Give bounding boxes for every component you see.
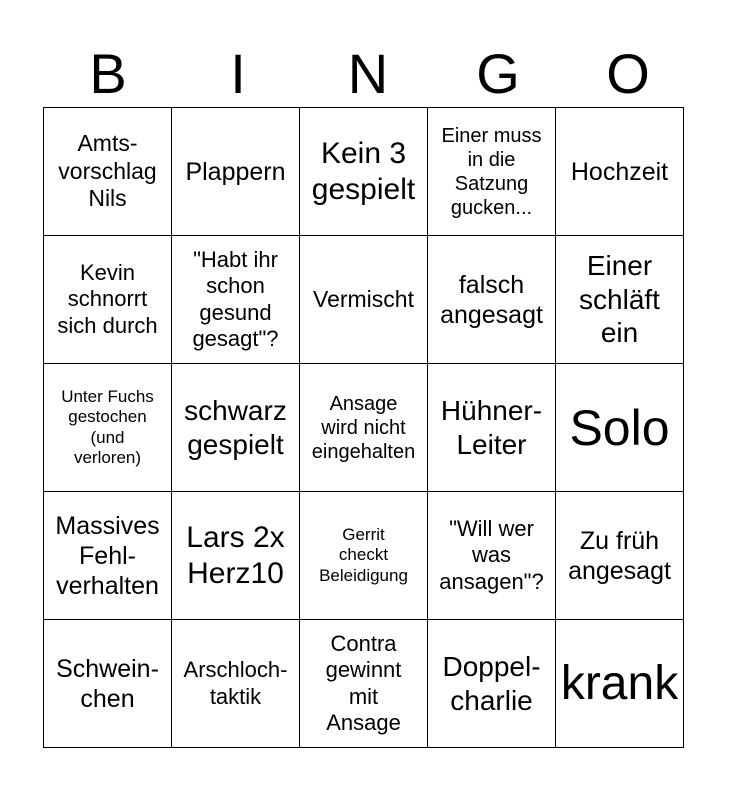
bingo-cell[interactable] (556, 236, 684, 364)
bingo-cell[interactable] (172, 236, 300, 364)
bingo-cell[interactable] (556, 108, 684, 236)
cell-text: "Will wer was ansagen"? (439, 515, 544, 594)
bingo-cell[interactable] (300, 620, 428, 748)
cell-text: Massives Fehl- verhalten (55, 511, 160, 600)
cell-text: Doppel- charlie (442, 650, 541, 716)
bingo-cell[interactable] (300, 492, 428, 620)
bingo-cell[interactable] (300, 364, 428, 492)
cell-text: Hühner- Leiter (440, 394, 543, 460)
cell-text: Unter Fuchs gestochen (und verloren) (61, 386, 154, 467)
cell-text: Gerrit checkt Beleidigung (319, 524, 408, 585)
bingo-cell[interactable] (300, 236, 428, 364)
bingo-cell[interactable] (44, 492, 172, 620)
bingo-cell[interactable] (172, 620, 300, 748)
cell-text: Amts- vorschlag Nils (58, 130, 157, 212)
bingo-cell[interactable] (172, 492, 300, 620)
header-letter-o: O (606, 42, 650, 105)
cell-text: krank (560, 656, 679, 710)
header-letter-g: G (476, 42, 520, 105)
cell-text: Contra gewinnt mit Ansage (325, 630, 402, 735)
header-letter-b: B (89, 42, 127, 105)
board-row (44, 108, 684, 236)
board-row (44, 364, 684, 492)
cell-text: Arschloch- taktik (183, 657, 288, 709)
bingo-cell[interactable] (44, 108, 172, 236)
cell-text: Hochzeit (570, 157, 669, 186)
bingo-cell[interactable] (44, 620, 172, 748)
bingo-cell[interactable] (44, 364, 172, 492)
bingo-board (43, 107, 684, 748)
bingo-header (43, 40, 693, 108)
board-row (44, 620, 684, 748)
bingo-cell[interactable] (172, 364, 300, 492)
cell-text: Einer schläft ein (579, 250, 660, 349)
cell-text: Kevin schnorrt sich durch (57, 259, 158, 338)
cell-text: Solo (569, 399, 670, 456)
board-row (44, 492, 684, 620)
cell-text: "Habt ihr schon gesund gesagt"? (192, 246, 279, 351)
bingo-cell[interactable] (300, 108, 428, 236)
cell-text: Einer muss in die Satzung gucken... (441, 124, 542, 219)
cell-text: Kein 3 gespielt (311, 136, 416, 206)
bingo-cell[interactable] (556, 492, 684, 620)
cell-text: falsch angesagt (440, 270, 543, 329)
cell-text: Schwein- chen (56, 654, 159, 713)
cell-text: Plappern (185, 157, 286, 186)
bingo-cell[interactable] (428, 236, 556, 364)
bingo-cell[interactable] (428, 620, 556, 748)
cell-text: Lars 2x Herz10 (186, 520, 285, 590)
cell-text: Zu früh angesagt (568, 526, 671, 585)
cell-text: schwarz gespielt (184, 394, 287, 460)
header-letter-n: N (347, 42, 389, 105)
bingo-cell[interactable] (428, 492, 556, 620)
bingo-cell[interactable] (428, 108, 556, 236)
board-row (44, 236, 684, 364)
bingo-cell[interactable] (428, 364, 556, 492)
bingo-cell[interactable] (44, 236, 172, 364)
bingo-cell[interactable] (556, 364, 684, 492)
cell-text: Ansage wird nicht eingehalten (311, 392, 416, 463)
bingo-cell[interactable] (172, 108, 300, 236)
bingo-cell[interactable] (556, 620, 684, 748)
header-letter-i: I (230, 42, 246, 105)
cell-text: Vermischt (313, 285, 414, 312)
